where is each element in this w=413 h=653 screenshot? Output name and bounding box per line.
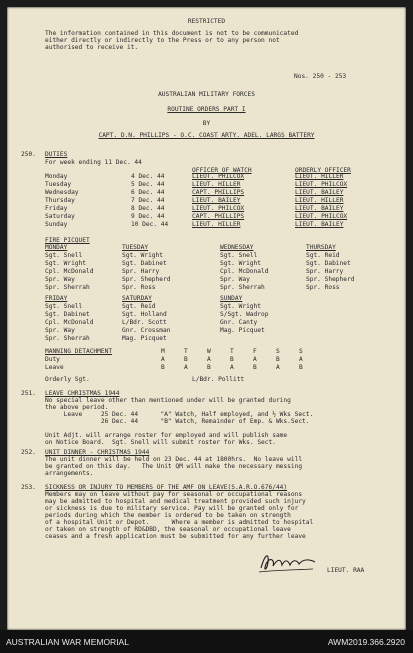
item-number: 250. [21, 151, 36, 158]
officer-of-watch: LIEUT. PHILCOX [192, 205, 245, 212]
manning-day: F [253, 348, 257, 355]
officer-of-watch: CAPT. PHILLIPS [192, 189, 245, 196]
manning-leave-watch: B [161, 364, 165, 371]
section-heading: SICKNESS OR INJURY TO MEMBERS OF THE AMF ON LEAVE(S.A.R.O.676/44) [45, 484, 288, 491]
picquet-member: Spr. Shepherd [306, 276, 355, 283]
picquet-member: Sgt. Dabinet [45, 311, 90, 318]
picquet-day: SATURDAY [122, 295, 152, 302]
manning-duty-watch: A [207, 356, 211, 363]
picquet-day: FRIDAY [45, 295, 68, 302]
handwritten-signature [257, 550, 319, 576]
manning-leave-watch: A [230, 364, 234, 371]
picquet-member: Spr. Ross [306, 284, 340, 291]
orderly-officer: LIEUT. BAILEY [295, 189, 344, 196]
classification-label: RESTRICTED [187, 18, 226, 25]
duty-day: Tuesday [45, 181, 72, 188]
officer-of-watch: LIEUT. HILLER [192, 221, 241, 228]
orderly-officer: LIEUT. BAILEY [295, 205, 344, 212]
picquet-member: Spr. Harry [122, 268, 160, 275]
manning-day: M [161, 348, 165, 355]
paragraph-line: Unit Adjt. will arrange roster for employed and will publish same [45, 432, 288, 439]
picquet-day: MONDAY [45, 244, 68, 251]
force-title: AUSTRALIAN MILITARY FORCES [158, 91, 255, 98]
picquet-member: Sgt. Reid [306, 252, 340, 259]
picquet-member: Sgt. Wright [45, 260, 86, 267]
duty-date: 5 Dec. 44 [131, 181, 165, 188]
item-number: 252. [21, 449, 36, 456]
manning-duty-watch: B [276, 356, 280, 363]
picquet-member: S/Sgt. Wadrop [220, 311, 269, 318]
manning-day: T [230, 348, 234, 355]
picquet-member: Gnr. Canty [220, 319, 258, 326]
duty-label: Duty [45, 356, 60, 363]
manning-day: W [207, 348, 211, 355]
item-number: 251. [21, 390, 36, 397]
duty-day: Sunday [45, 221, 68, 228]
manning-leave-watch: B [299, 364, 303, 371]
picquet-day: TUESDAY [122, 244, 149, 251]
picquet-member: Spr. Sherrah [45, 335, 90, 342]
paragraph-line: on Notice Board. Sgt. Snell will submit roster for Wks. Sect. [45, 439, 276, 446]
section-heading: UNIT DINNER - CHRISTMAS 1944 [45, 449, 150, 456]
document-page [7, 7, 406, 630]
duty-day: Thursday [45, 197, 75, 204]
signature-rank: LIEUT. RAA [327, 567, 365, 574]
order-numbers: Nos. 250 - 253 [294, 73, 347, 80]
orders-title: ROUTINE ORDERS PART I [167, 106, 246, 113]
manning-leave-watch: B [253, 364, 257, 371]
picquet-member: Spr. Way [45, 276, 75, 283]
paragraph-line: the above period. [45, 404, 109, 411]
paragraph-line: or taken on strength of RD&DBD, the seasonal or occupational leave [45, 526, 291, 533]
manning-day: T [184, 348, 188, 355]
manning-day: S [276, 348, 280, 355]
picquet-member: Sgt. Holland [122, 311, 167, 318]
picquet-member: Cpl. McDonald [220, 268, 269, 275]
picquet-member: Spr. Harry [306, 268, 344, 275]
orderly-sgt-name: L/Bdr. Pollitt [192, 376, 245, 383]
picquet-member: Cpl. McDonald [45, 268, 94, 275]
orderly-officer: LIEUT. PHILCOX [295, 213, 348, 220]
orderly-officer: LIEUT. HILLER [295, 173, 344, 180]
duty-date: 9 Dec. 44 [131, 213, 165, 220]
picquet-day: THURSDAY [306, 244, 336, 251]
paragraph-line: The unit dinner will be held on 23 Dec. 44 at 1800hrs. No leave will [45, 456, 303, 463]
manning-leave-watch: A [184, 364, 188, 371]
paragraph-line: No special leave other than mentioned under will be granted during [45, 397, 291, 404]
picquet-member: Sgt. Wright [220, 260, 261, 267]
paragraph-line: or sickness is due to military service. Pay will be granted only for [45, 505, 299, 512]
duty-date: 10 Dec. 44 [131, 221, 169, 228]
picquet-member: Mag. Picquet [220, 327, 265, 334]
duty-day: Wednesday [45, 189, 79, 196]
picquet-member: L/Bdr. Scott [122, 319, 167, 326]
duty-date: 7 Dec. 44 [131, 197, 165, 204]
duty-day: Saturday [45, 213, 75, 220]
officer-of-watch: LIEUT. HILLER [192, 181, 241, 188]
manning-duty-watch: A [299, 356, 303, 363]
duty-day: Monday [45, 173, 68, 180]
picquet-member: Spr. Sherrah [220, 284, 265, 291]
duty-date: 6 Dec. 44 [131, 189, 165, 196]
paragraph-line: may be admitted to hospital and medical treatment provided such injury [45, 498, 306, 505]
notice-line-2: either directly or indirectly to the Press or to any person not [45, 37, 280, 44]
manning-heading: MANNING DETACHMENT [45, 348, 113, 355]
picquet-member: Sgt. Snell [220, 252, 258, 259]
manning-leave-watch: A [276, 364, 280, 371]
item-number: 253. [21, 484, 36, 491]
picquet-member: Sgt. Wright [122, 252, 163, 259]
picquet-member: Sgt. Wright [220, 303, 261, 310]
picquet-member: Gnr. Crossman [122, 327, 171, 334]
paragraph-line: of a hospital Unit or Depot. Where a member is admitted to hospital [45, 519, 314, 526]
paragraph-line: be granted on this day. The Unit QM will make the necessary messing [45, 463, 303, 470]
manning-duty-watch: A [253, 356, 257, 363]
officer-of-watch: LIEUT. PHILCOX [192, 173, 245, 180]
duty-date: 4 Dec. 44 [131, 173, 165, 180]
officer-of-watch: LIEUT. BAILEY [192, 197, 241, 204]
footer-accession: AWM2019.366.2920 [327, 637, 405, 647]
picquet-day: WEDNESDAY [220, 244, 254, 251]
officer-of-watch: CAPT. PHILLIPS [192, 213, 245, 220]
picquet-member: Spr. Ross [122, 284, 156, 291]
picquet-member: Spr. Shepherd [122, 276, 171, 283]
manning-duty-watch: A [161, 356, 165, 363]
manning-leave-watch: B [207, 364, 211, 371]
duty-date: 8 Dec. 44 [131, 205, 165, 212]
paragraph-line: Members may on leave without pay for seasonal or occupational reasons [45, 491, 303, 498]
manning-duty-watch: B [184, 356, 188, 363]
section-heading: LEAVE CHRISTMAS 1944 [45, 390, 120, 397]
notice-line-3: authorised to receive it. [45, 44, 139, 51]
picquet-member: Sgt. Dabinet [306, 260, 351, 267]
orderly-officer: LIEUT. PHILCOX [295, 181, 348, 188]
manning-day: S [299, 348, 303, 355]
archive-footer [0, 630, 413, 653]
picquet-day: SUNDAY [220, 295, 243, 302]
picquet-member: Sgt. Dabinet [122, 260, 167, 267]
paragraph-line: periods during which the member is ordered to be taken on strength [45, 512, 291, 519]
paragraph-line: Leave 25 Dec. 44 "A" Watch, Half employed, and ½ Wks Sect. [45, 411, 314, 418]
orderly-officer: LIEUT. BAILEY [295, 221, 344, 228]
notice-line-1: The information contained in this document is not to be communicated [45, 30, 299, 37]
week-label: For week ending 11 Dec. 44 [45, 159, 142, 166]
column-header-orderly: ORDERLY OFFICER [295, 167, 351, 174]
picquet-member: Spr. Sherrah [45, 284, 90, 291]
orderly-sgt-label: Orderly Sgt. [45, 376, 90, 383]
orderly-officer: LIEUT. HILLER [295, 197, 344, 204]
paragraph-line: ceases and a fresh application must be submitted for any further leave [45, 533, 306, 540]
picquet-member: Mag. Picquet [122, 335, 167, 342]
manning-duty-watch: B [230, 356, 234, 363]
picquet-heading: FIRE PICQUET [45, 237, 90, 244]
picquet-member: Spr. Way [45, 327, 75, 334]
officer-line: CAPT. D.N. PHILLIPS - O.C. COAST ARTY. ADEL. LARGS BATTERY [98, 132, 315, 139]
picquet-member: Spr. Way [220, 276, 250, 283]
picquet-member: Sgt. Snell [45, 303, 83, 310]
paragraph-line: 26 Dec. 44 "B" Watch, Remainder of Emp. & Wks.Sect. [45, 418, 310, 425]
footer-institution: AUSTRALIAN WAR MEMORIAL [6, 637, 129, 647]
section-heading: DUTIES [45, 151, 68, 158]
leave-label: Leave [45, 364, 64, 371]
picquet-member: Sgt. Reid [122, 303, 156, 310]
picquet-member: Sgt. Snell [45, 252, 83, 259]
column-header-watch: OFFICER OF WATCH [192, 167, 252, 174]
picquet-member: Cpl. McDonald [45, 319, 94, 326]
by-label: BY [202, 120, 211, 127]
paragraph-line: arrangements. [45, 470, 94, 477]
duty-day: Friday [45, 205, 68, 212]
